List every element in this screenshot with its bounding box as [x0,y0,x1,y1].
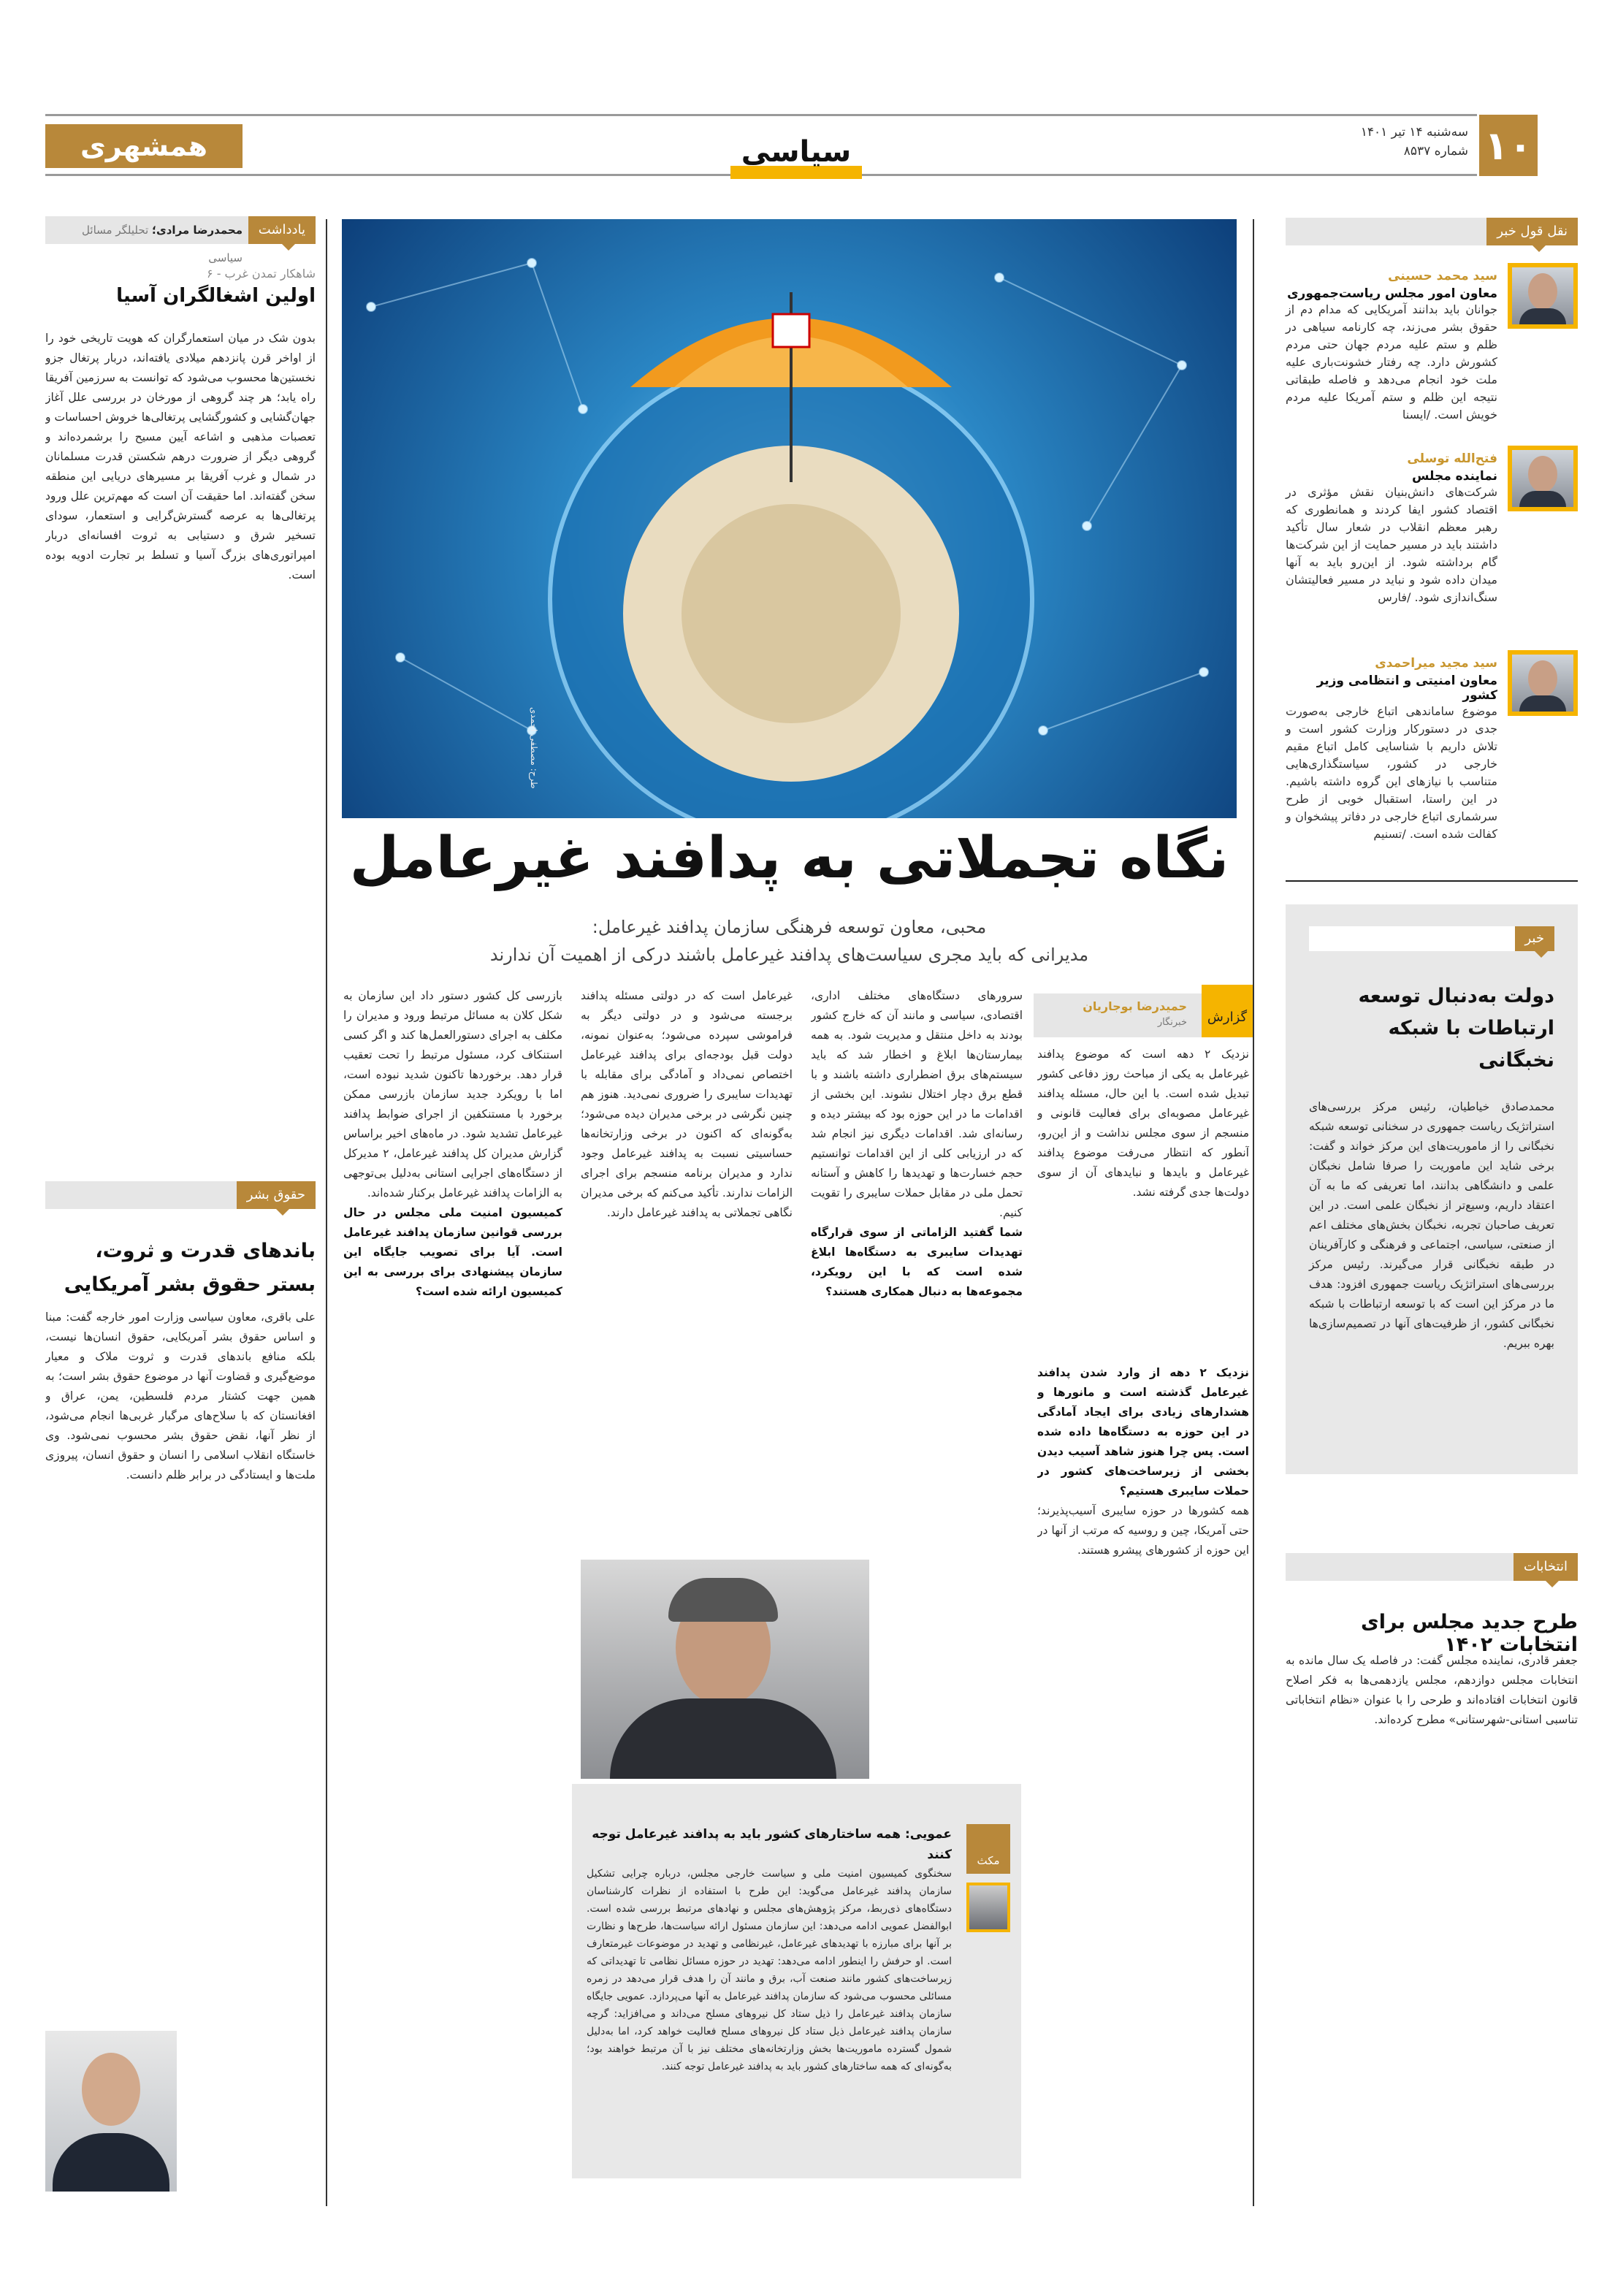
person-photo [45,2031,177,2192]
page-number: ۱۰ [1479,115,1538,176]
interview-photo [581,1560,869,1779]
quote-role: معاون امنیتی و انتظامی وزیر کشور [1316,674,1497,703]
quote-name: سید مجید میراحمدی [1375,656,1497,671]
issue-number: شماره ۸۵۳۷ [1403,144,1468,159]
main-illustration [342,219,1237,818]
image-credit: طرح: مصطفی احمدی [529,707,539,789]
makth-title: عمویی: همه ساختارهای کشور باید به پدافند غیرعامل توجه کنند [592,1827,952,1862]
news-label: خبر [1515,926,1555,951]
subtitle-line-1: محبی، معاون توسعه فرهنگی سازمان پدافند غیرعامل: [592,917,987,937]
article-paragraph: سرورهای دستگاه‌های مختلف اداری، اقتصادی، سیاسی و مانند آن که خارج کشور بودند به داخل منتقل و مدیریت شود. به همه بیمارستان‌ها ابلاغ و اخطار شد که باید سیستم‌های برق اضطراری داشته باشند و با قطع برق دچار اختلال نشوند. این بخشی از اقدامات ما در این حوزه بود که بیشتر دیده و رسانه‌ای شد. اقدامات دیگری نیز انجام شد که در ارزیابی کلی از این اقدامات توانستیم حجم خسارت‌ها و تهدیدها را کاهش و آستانه تحمل ملی در مقابل حملات سایبری را تقویت کنیم. [811,989,1023,1219]
elections-label: انتخابات [1514,1553,1578,1581]
quote-name: فتح‌الله توسلی [1407,451,1497,466]
elections-title: طرح جدید مجلس برای انتخابات ۱۴۰۲ [1361,1611,1578,1656]
human-rights-title: باندهای قدرت و ثروت، بستر حقوق بشر آمریکایی [64,1240,316,1296]
news-title: دولت به‌دنبال توسعه ارتباطات با شبکه نخبگانی [1358,985,1554,1072]
quote-text: شرکت‌های دانش‌بنیان نقش مؤثری در اقتصاد کشور ایفا کردند و همانطوری که رهبر معظم انقلاب در شعار سال تأکید داشتند باید در مسیر حمایت از این شرکت‌ها گام برداشته شود. از این‌رو باید به آنها میدان داده شود و نباید در مسیر فعالیتشان سنگ‌اندازی شود. /فارس [1286,485,1497,604]
note-title: اولین اشغالگران آسیا [116,285,316,307]
article-column-4 [343,986,562,2199]
report-column [1037,1045,1249,2199]
article-question: کمیسیون امنیت ملی مجلس در حال بررسی قوانین سازمان پدافند غیرعامل است. آیا برای تصویب جایگاه این سازمان پیشنهادی برای بررسی به این کمیسیون ارائه شده است؟ [343,1206,562,1298]
makth-label: مکث [966,1824,1010,1874]
main-headline: نگاه تجملاتی به پدافند غیرعامل [349,825,1229,891]
article-paragraph: نزدیک ۲ دهه است که موضوع پدافند غیرعامل به یکی از مباحث روز دفاعی کشور تبدیل شده است. با این حال، مسئله پدافند غیرعامل مصوبه‌ای برای فعالیت قانونی و منسجم از سوی مجلس نداشت و از این‌رو، آنطور که انتظار می‌رفت موضوع پدافند غیرعامل و بایدها و نبایدهای آن از سوی دولت‌ها جدی گرفته نشد. [1037,1048,1249,1199]
makth-text: سخنگوی کمیسیون امنیت ملی و سیاست خارجی مجلس، درباره چرایی تشکیل سازمان پدافند غیرعامل می‌گوید: این طرح با استفاده از نظرات کارشناسان دستگاه‌های ذی‌ربط، مرکز پژوهش‌های مجلس و نهادهای مرتبط بررسی شده است. ابوالفضل عمویی ادامه می‌دهد: این سازمان مسئول ارائه سیاست‌ها، طرح‌ها و نظارت بر آنها برای مبارزه با تهدیدهای غیرعامل، غیرنظامی و تهدید در موضوعات غیرمتعارف است. او حرفش را اینطور ادامه می‌دهد: تهدید در حوزه مسائل نظامی تا تهدیداتی که زیرساخت‌های کشور مانند صنعت آب، برق و مانند آن را هدف قرار می‌دهد در زمره مسائلی محسوب می‌شود که سازمان پدافند غیرعامل به آنها می‌پردازد. عمویی جایگاه سازمان پدافند غیرعامل را ذیل ستاد کل نیروهای مسلح می‌داند و می‌افزاید: گرچه سازمان پدافند غیرعامل ذیل ستاد کل نیروهای مسلح فعالیت خواهد کرد، اما به‌دلیل شمول گسترده ماموریت‌ها بخش وزارتخانه‌های مختلف نیز با آن مرتبط خواهند بود؛ به‌گونه‌ای که همه ساختارهای کشور باید به پدافند غیرعامل توجه کنند. [587,1868,952,2072]
portrait-photo [966,1883,1010,1932]
makth-box [572,1784,1021,2178]
human-rights-header [45,1181,316,1209]
note-kicker: شاهکار تمدن غرب - ۶ [207,267,316,281]
quote-text: جوانان باید بدانند آمریکایی که مدام دم از حقوق بشر می‌زند، چه کارنامه سیاهی در ظلم و ستم علیه مردم جهان حتی مردم کشورش دارد. چه رفتار خشونت‌باری علیه ملت خود انجام می‌دهد و فاصله طبقاتی نتیجه این ظلم و ستم آمریکا علیه مردم خویش است. /ایسنا [1286,302,1497,422]
column-divider [326,219,327,2206]
reporter-role: خبرنگار [1157,1017,1187,1028]
article-paragraph: همه کشورها در حوزه سایبری آسیب‌پذیرند؛ حتی آمریکا، چین و روسیه که مرتب از آنها در این حوزه از کشورهای پیشرو هستند. [1037,1504,1249,1557]
elections-header [1286,1553,1578,1581]
note-header [45,216,316,264]
note-author: محمدرضا مرادی؛ [151,224,243,237]
article-question: شما گفتید الزاماتی از سوی قرارگاه تهدیدات سایبری به دستگاه‌ها ابلاغ شده است که با این رویکرد، مجموعه‌ها به دنبال همکاری هستند؟ [811,1226,1023,1298]
quote-text: موضوع ساماندهی اتباع خارجی به‌صورت جدی در دستورکار وزارت کشور است و تلاش داریم با شناسایی کامل اتباع مقیم خارجی در کشور، سیاستگذاری‌هایی متناسب با نیازهای این گروه داشته باشیم. در این راستا، استقبال خوبی از طرح سرشماری اتباع خارجی در دفاتر پیشخوان و کفالت شده است. /تسنیم [1286,704,1497,841]
quote-item [1286,256,1578,424]
byline-box [1034,993,1253,1037]
subtitle-line-2: مدیرانی که باید مجری سیاست‌های پدافند غیرعامل باشند درکی از اهمیت آن ندارند [489,945,1089,965]
portrait-photo [1508,650,1578,716]
quote-role: نماینده مجلس [1411,469,1497,484]
news-box [1286,904,1578,1474]
note-author-role: تحلیلگر مسائل سیاسی [82,224,243,264]
column-divider [1253,219,1254,2206]
portrait-photo [1508,446,1578,511]
quotes-label: نقل قول خبر [1486,218,1578,245]
quote-name: سید محمد حسینی [1388,269,1497,283]
header-rule-top [45,114,1477,116]
reporter-name: حمیدرضا بوجاریان [1083,999,1187,1013]
article-question: نزدیک ۲ دهه از وارد شدن پدافند غیرعامل گذشته است و مانورها و هشدارهای زیادی برای ایجاد آمادگی در این حوزه به دستگاه‌ها داده شده است. پس چرا هنوز شاهد آسیب دیدن بخشی از زیرساخت‌های کشور در حملات سایبری هستیم؟ [1037,1366,1249,1498]
divider [1286,880,1578,882]
note-text: بدون شک در میان استعمارگران که هویت تاریخی خود را از اواخر قرن پانزدهم میلادی یافته‌اند، دربار پرتغال جزو نخستین‌ها محسوب می‌شود که توانست به سرزمین آفریقا راه یابد؛ هر چند گروهی از مورخان در بررسی علل آغاز جهان‌گشایی و کشورگشایی پرتغالی‌ها خروش احساسات و تعصبات مذهبی و اشاعه آیین مسیح را برشمرده‌اند و گروهی دیگر از ضرورت درهم شکستن قدرت مسلمانان در شمال و غرب آفریقا بر مسیرهای دریایی این منطقه سخن گفته‌اند. اما حقیقت آن است که مهم‌ترین علل ورود پرتغالی‌ها به عرصه گسترش‌گرایی و استعمار، سودای تسخیر شرق و دستیابی به ثروت افسانه‌ای دربار امپراتوری‌های بزرگ آسیا و تسلط بر تجارت ادویه بوده است. [45,332,316,581]
issue-info [1337,123,1468,161]
quotes-header [1286,218,1578,245]
quote-item [1286,643,1578,843]
human-rights-text: علی باقری، معاون سیاسی وزارت امور خارجه گفت: مبنا و اساس حقوق بشر آمریکایی، حقوق انسان‌ها نیست، بلکه منافع باندهای قدرت و ثروت ملاک و معیار موضع‌گیری و قضاوت آنها در موضوع حقوق بشر است؛ به همین جهت کشتار مردم فلسطین، یمن، عراق و افغانستان که با سلاح‌های مرگبار غربی‌ها انجام می‌شود، از نظر آنها، نقض حقوق بشر محسوب نمی‌شود. وی خاستگاه انقلاب اسلامی را انسان و حقوق انسان، پیروزی ملت‌ها و ایستادگی در برابر ظلم دانست. [45,1311,316,1481]
issue-date: سه‌شنبه ۱۴ تیر ۱۴۰۱ [1360,125,1468,140]
elections-text: جعفر قادری، نماینده مجلس گفت: در فاصله یک سال مانده به انتخابات مجلس دوازدهم، مجلس یازدهمی‌ها به فکر اصلاح قانون انتخابات افتاده‌اند و طرحی را با عنوان «نظام انتخاباتی تناسبی استانی-شهرستانی» مطرح کرده‌اند. [1286,1654,1578,1726]
news-text: محمدصادق خیاطیان، رئیس مرکز بررسی‌های استراتژیک ریاست جمهوری در سخنانی توسعه شبکه نخبگانی را از ماموریت‌های این مرکز خواند و گفت: برخی شاید این ماموریت را صرفا شامل نخبگان علمی و دانشگاهی بدانند، اما تعریفی که ما به آن اعتقاد داریم، وسیع‌تر از نخبگان علمی است. در این تعریف صاحبان تجربه، نخبگان بخش‌های مختلف اعم از صنعتی، سیاسی، اجتماعی و فرهنگی و کارآفرینان در طبقه نخبگانی قرار می‌گیرند. رئیس مرکز بررسی‌های استراتژیک ریاست جمهوری افزود: هدف ما در مرکز این است که با توسعه ارتباطات با شبکه نخبگانی کشور، از ظرفیت‌های آنها در تصمیم‌سازی‌ها بهره ببریم. [1309,1100,1554,1350]
newspaper-logo: همشهری [45,124,243,168]
article-paragraph: غیرعامل است که در دولتی مسئله پدافند برجسته می‌شود و در دولتی دیگر به فراموشی سپرده می‌شود؛ به‌عنوان نمونه، دولت قبل بودجه‌ای برای پدافند غیرعامل اختصاص نمی‌داد و آمادگی برای مقابله با تهدیدات سایبری را ضروری نمی‌دید. هنوز هم چنین نگرشی در برخی مدیران دیده می‌شود؛ به‌گونه‌ای که اکنون در برخی وزارتخانه‌ها حساسیتی نسبت به پدافند غیرعامل وجود ندارد و مدیران برنامه منسجم برای اجرای الزامات ندارند. تأکید می‌کنم که برخی مدیران نگاهی تجملاتی به پدافند غیرعامل دارند. [581,989,793,1219]
human-rights-label: حقوق بشر [237,1181,316,1209]
section-title: سیاسی [723,135,869,179]
article-column-3 [581,986,793,1556]
report-label: گزارش [1202,985,1253,1037]
main-subtitle [342,913,1237,969]
note-label: یادداشت [248,216,316,244]
quote-role: معاون امور مجلس ریاست‌جمهوری [1286,286,1497,301]
quote-item [1286,438,1578,606]
article-paragraph: بازرسی کل کشور دستور داد این سازمان به شکل کلان به مسائل مرتبط ورود و مدیران را مکلف به اجرای دستورالعمل‌ها کند و اگر کسی استنکاف کرد، مسئول مرتبط را تحت تعقیب قرار دهد. برخوردها تاکنون شدید نبوده است، اما با رویکرد جدید سازمان بازرسی ممکن برخورد با مستنکفین از اجرای ضوابط پدافند غیرعامل تشدید شود. در ماه‌های اخیر براساس گزارش مدیران کل پدافند غیرعامل، ۲ مدیرکل از دستگاه‌های اجرایی استانی به‌دلیل بی‌توجهی به الزامات پدافند غیرعامل برکنار شده‌اند. [343,989,562,1200]
portrait-photo [1508,263,1578,329]
